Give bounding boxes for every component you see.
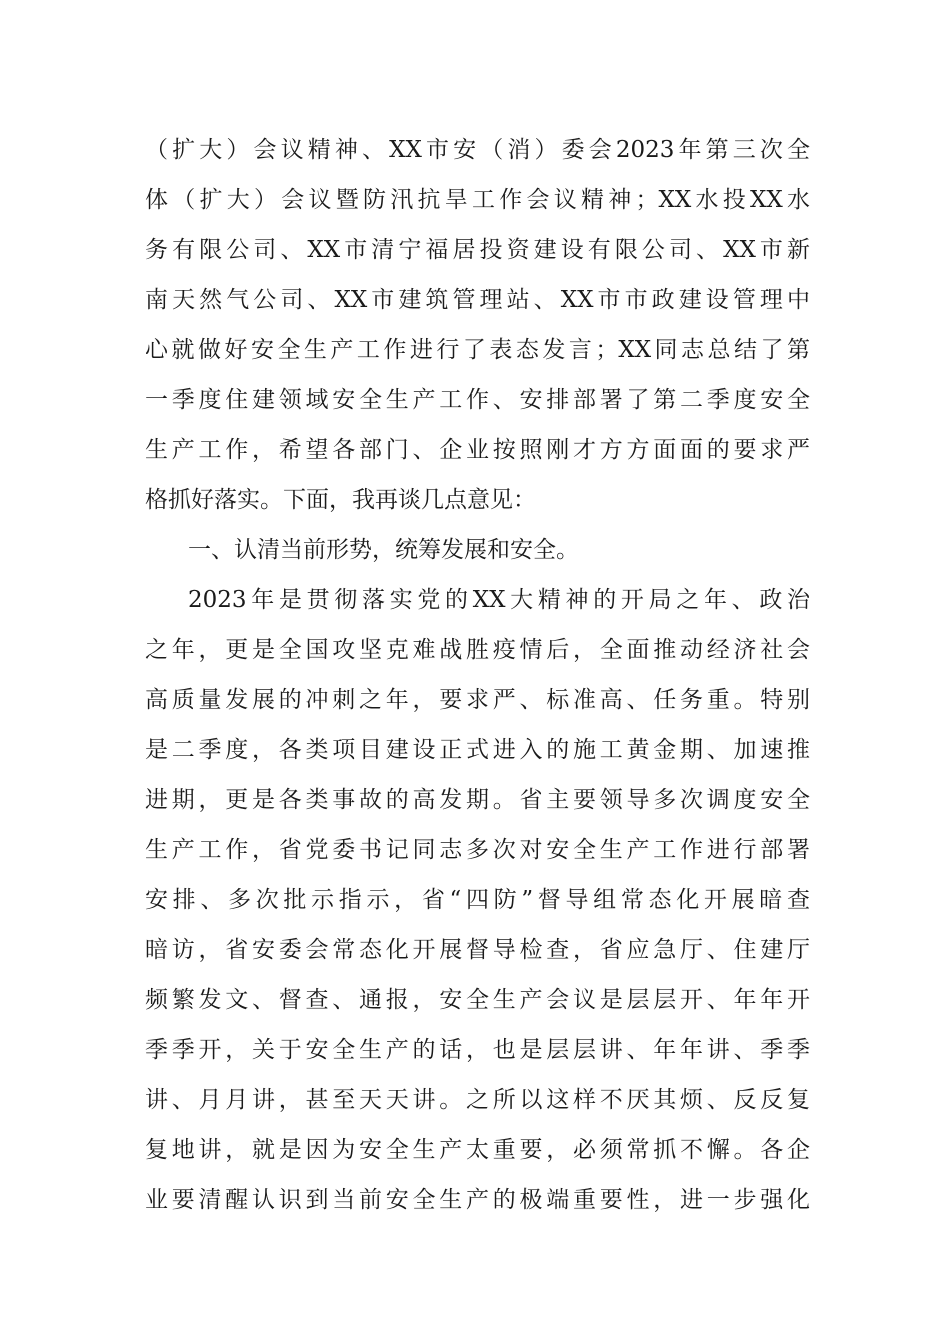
text-line-10: 2023年是贯彻落实党的XX大精神的开局之年、政治 [188, 587, 810, 613]
text-line-5: 心就做好安全生产工作进行了表态发言；XX同志总结了第 [145, 337, 810, 363]
text-line-12: 高质量发展的冲刺之年，要求严、标准高、任务重。特别 [145, 687, 810, 713]
text-line-20: 讲、月月讲，甚至天天讲。之所以这样不厌其烦、反反复 [145, 1087, 810, 1113]
text-line-1: （扩大）会议精神、XX市安（消）委会2023年第三次全 [145, 137, 810, 163]
text-line-4: 南天然气公司、XX市建筑管理站、XX市市政建设管理中 [145, 287, 810, 313]
section-heading: 一、认清当前形势，统筹发展和安全。 [188, 537, 579, 563]
text-line-21: 复地讲，就是因为安全生产太重要，必须常抓不懈。各企 [145, 1137, 810, 1163]
text-line-8: 格抓好落实。下面，我再谈几点意见： [145, 487, 536, 513]
text-line-7: 生产工作，希望各部门、企业按照刚才方方面面的要求严 [145, 437, 810, 463]
text-line-2: 体（扩大）会议暨防汛抗旱工作会议精神；XX水投XX水 [145, 187, 810, 213]
text-line-6: 一季度住建领域安全生产工作、安排部署了第二季度安全 [145, 387, 810, 413]
text-line-11: 之年，更是全国攻坚克难战胜疫情后，全面推动经济社会 [145, 637, 810, 663]
text-line-15: 生产工作，省党委书记同志多次对安全生产工作进行部署 [145, 837, 810, 863]
text-line-18: 频繁发文、督查、通报，安全生产会议是层层开、年年开 [145, 987, 810, 1013]
text-line-3: 务有限公司、XX市清宁福居投资建设有限公司、XX市新 [145, 237, 810, 263]
text-line-13: 是二季度，各类项目建设正式进入的施工黄金期、加速推 [145, 737, 810, 763]
text-line-16: 安排、多次批示指示，省“四防”督导组常态化开展暗查 [145, 887, 810, 913]
text-line-17: 暗访，省安委会常态化开展督导检查，省应急厅、住建厅 [145, 937, 810, 963]
text-line-19: 季季开，关于安全生产的话，也是层层讲、年年讲、季季 [145, 1037, 810, 1063]
text-line-14: 进期，更是各类事故的高发期。省主要领导多次调度安全 [145, 787, 810, 813]
text-line-22: 业要清醒认识到当前安全生产的极端重要性，进一步强化 [145, 1187, 810, 1213]
